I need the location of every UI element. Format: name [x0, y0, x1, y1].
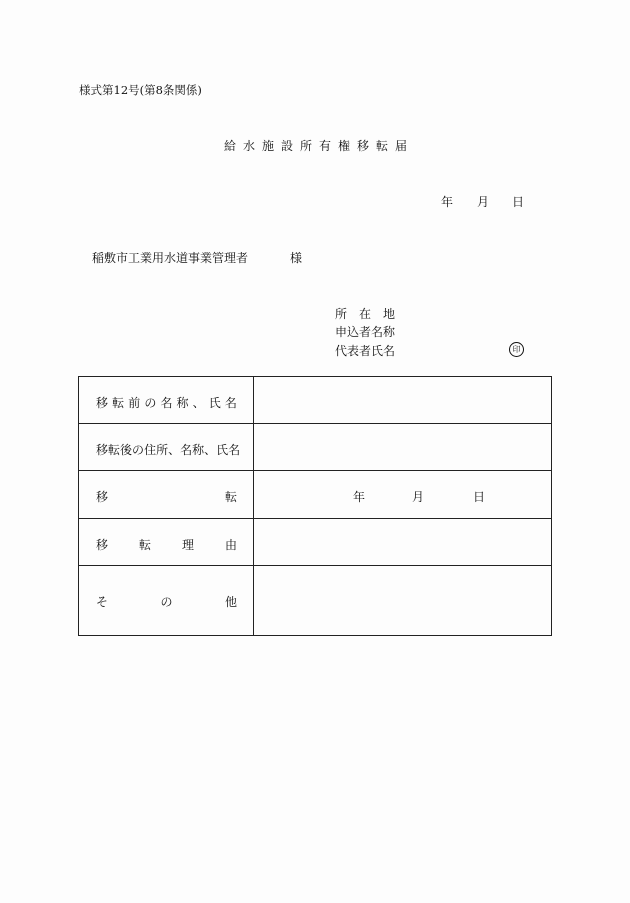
label-char: 、	[192, 396, 205, 410]
label-char: そ	[96, 595, 109, 609]
row-label-other	[96, 593, 237, 610]
label-char: 称	[192, 443, 205, 457]
date-month-label: 月	[477, 195, 490, 209]
label-char: 移	[96, 443, 109, 457]
label-char: 、	[204, 443, 217, 457]
label-char: 名	[228, 443, 241, 457]
label-char: 理	[181, 538, 194, 552]
label-char: 氏	[216, 443, 229, 457]
row-value-cell[interactable]	[254, 566, 552, 636]
table-row	[79, 519, 552, 566]
label-char: の	[160, 595, 173, 609]
row-label-cell	[79, 424, 254, 471]
label-char: 名	[160, 396, 173, 410]
representative-label: 代表者氏名	[335, 344, 396, 358]
row-label-cell	[79, 471, 254, 519]
label-char: 前	[128, 396, 141, 410]
label-char: 転	[138, 538, 151, 552]
row-label-transfer	[96, 488, 237, 505]
label-char: 後	[120, 443, 133, 457]
label-char: 氏	[208, 396, 221, 410]
table-row	[79, 377, 552, 424]
label-char: 移	[96, 490, 109, 504]
document-title: 給水施設所有権移転届	[223, 139, 414, 153]
date-day-label: 日	[512, 195, 525, 209]
label-char: の	[132, 443, 145, 457]
table-row	[79, 424, 552, 471]
label-char: 他	[224, 595, 237, 609]
row-value-cell[interactable]	[254, 377, 552, 424]
label-char: の	[144, 396, 157, 410]
label-char: 移	[96, 396, 109, 410]
applicant-name-label: 申込者名称	[335, 325, 396, 339]
label-char: 、	[168, 443, 181, 457]
transfer-date-year: 年	[353, 490, 366, 504]
label-char: 由	[224, 538, 237, 552]
row-label-after-name	[96, 441, 241, 458]
address-label: 所 在 地	[335, 307, 396, 321]
label-char: 転	[112, 396, 125, 410]
label-char: 名	[180, 443, 193, 457]
addressee-honorific: 様	[290, 251, 303, 265]
label-char: 住	[144, 443, 157, 457]
row-label-reason	[96, 536, 237, 553]
addressee-name: 稲敷市工業用水道事業管理者	[92, 251, 249, 265]
table-row	[79, 566, 552, 636]
row-value-cell[interactable]	[254, 519, 552, 566]
row-label-cell	[79, 566, 254, 636]
row-label-cell	[79, 519, 254, 566]
transfer-date-cell[interactable]	[254, 471, 552, 519]
transfer-date-day: 日	[473, 490, 486, 504]
transfer-date-month: 月	[412, 490, 425, 504]
label-char: 所	[156, 443, 169, 457]
label-char: 転	[108, 443, 121, 457]
date-year-label: 年	[441, 195, 454, 209]
label-char: 名	[224, 396, 237, 410]
seal-mark: 印	[509, 342, 524, 357]
table-row	[79, 471, 552, 519]
form-number: 様式第12号(第8条関係)	[79, 83, 202, 97]
label-char: 転	[224, 490, 237, 504]
row-label-cell	[79, 377, 254, 424]
label-char: 移	[96, 538, 109, 552]
row-value-cell[interactable]	[254, 424, 552, 471]
row-label-before-name	[96, 394, 237, 411]
transfer-table	[78, 376, 552, 636]
label-char: 称	[176, 396, 189, 410]
